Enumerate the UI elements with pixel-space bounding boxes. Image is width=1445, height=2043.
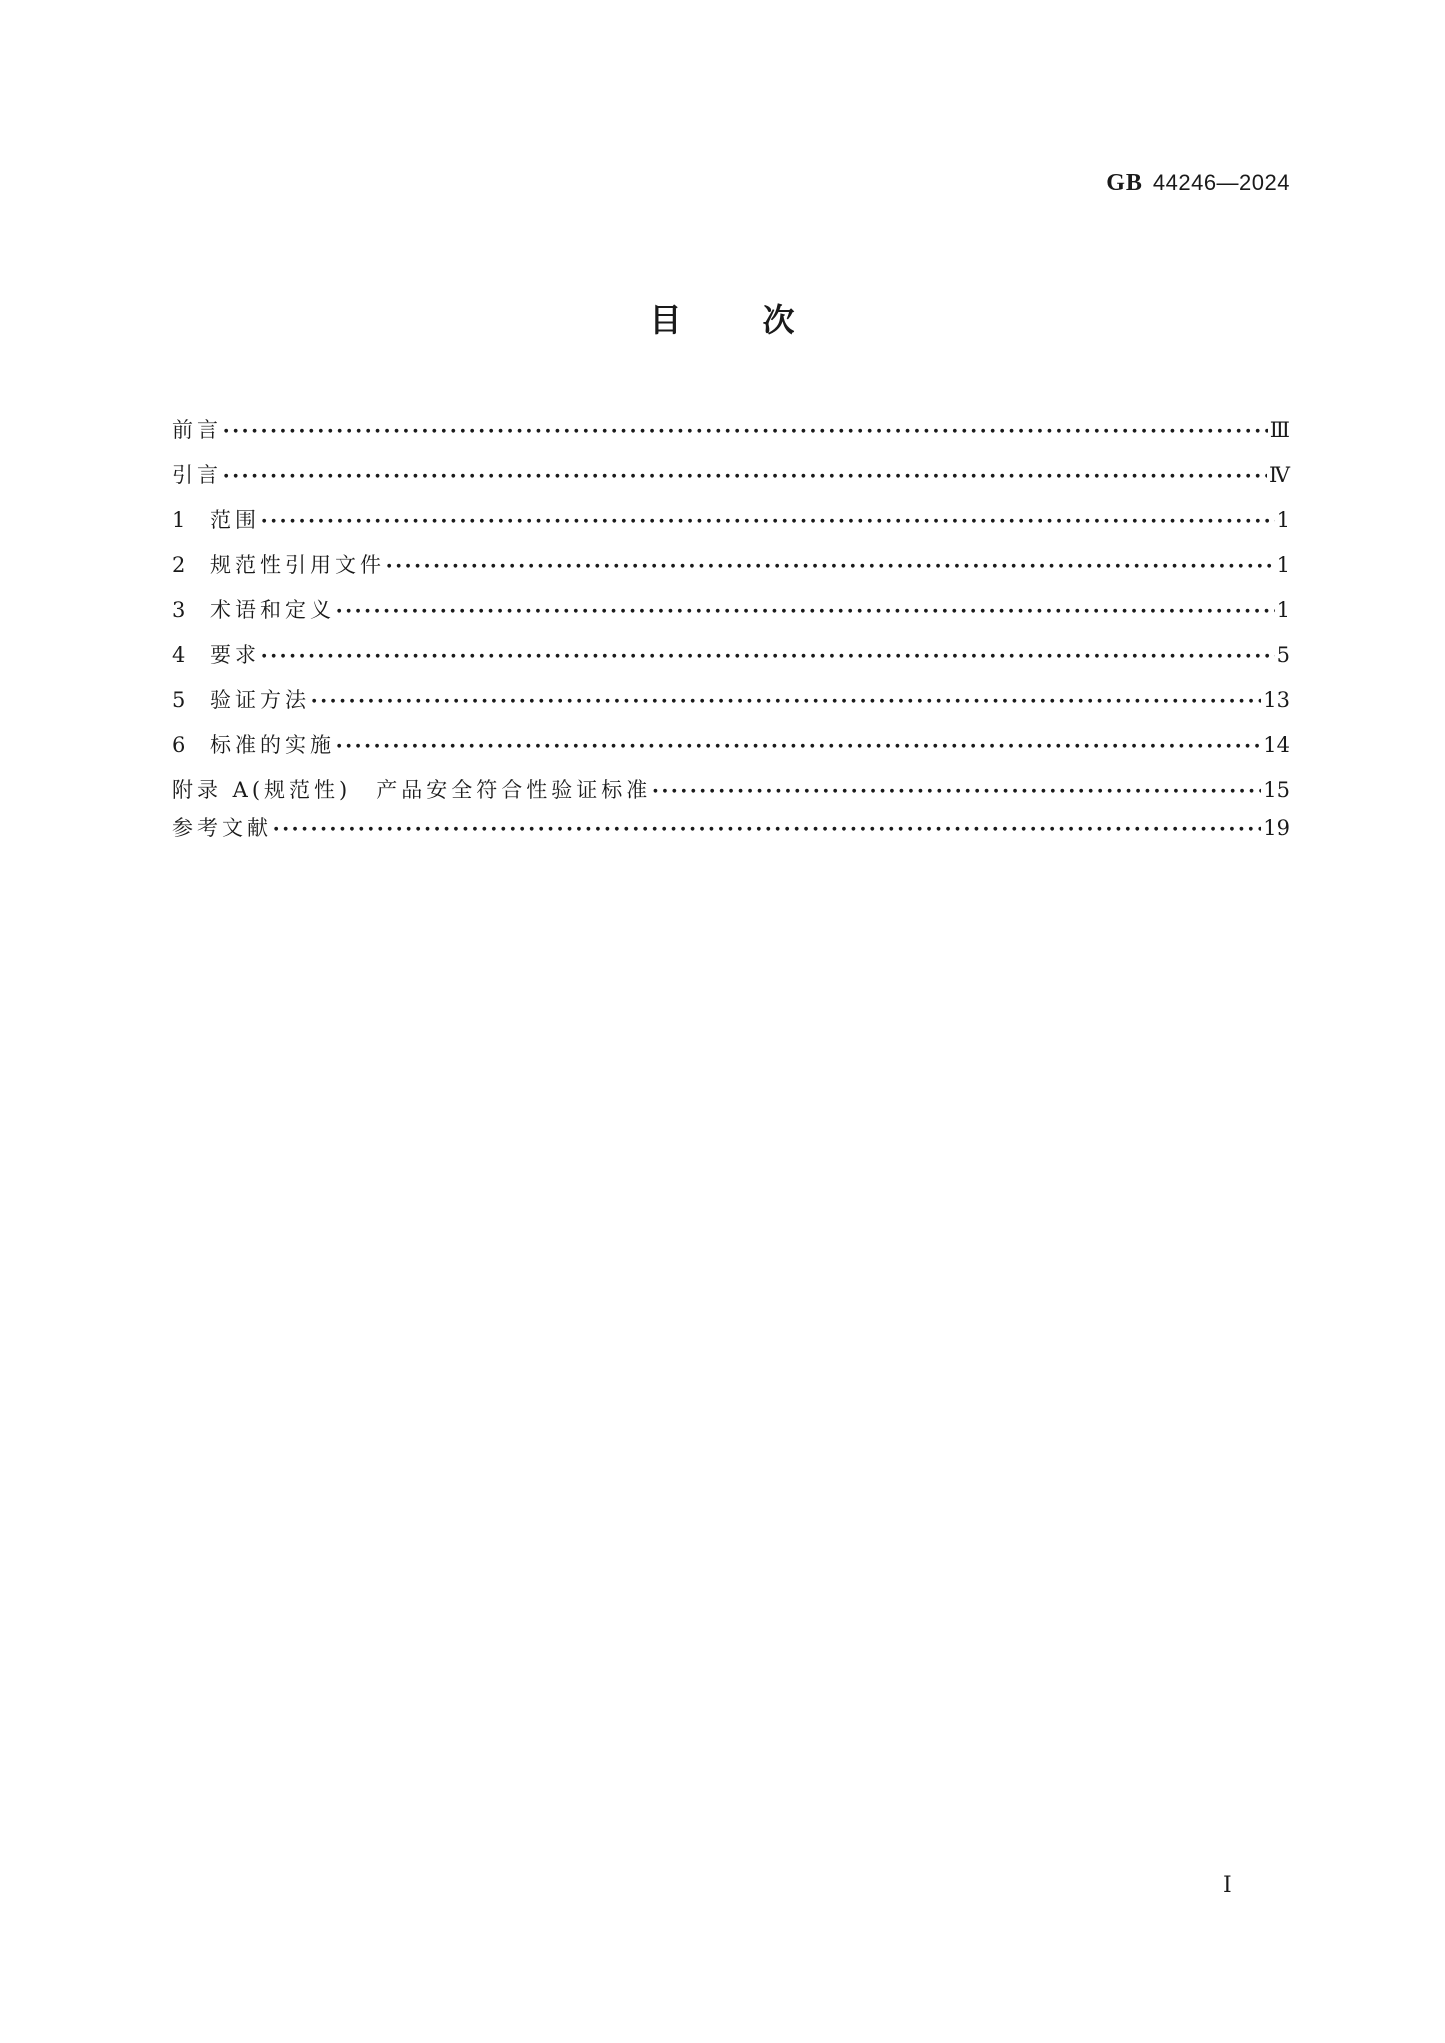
- toc-entry-page: 19: [1263, 816, 1290, 840]
- toc-entry-label: 验证方法: [210, 688, 310, 712]
- title-char-1: 目: [649, 301, 683, 339]
- toc-entry-page: Ⅳ: [1269, 463, 1290, 487]
- toc-entry-number: 1: [172, 508, 186, 532]
- toc-entry-implementation[interactable]: [172, 727, 1290, 772]
- toc-entry-page: 1: [1276, 508, 1290, 532]
- document-code: [1106, 170, 1290, 197]
- dot-leader: [337, 728, 1261, 764]
- toc-entry-terms-definitions[interactable]: [172, 592, 1290, 637]
- toc-entry-label: 术语和定义: [210, 598, 335, 622]
- dot-leader: [337, 593, 1275, 629]
- toc-entry-page: 15: [1263, 778, 1290, 802]
- dot-leader: [653, 773, 1261, 809]
- standard-prefix: GB: [1106, 170, 1143, 196]
- toc-entry-label: 引言: [172, 463, 222, 487]
- toc-entry-scope[interactable]: [172, 502, 1290, 547]
- toc-entry-normative-references[interactable]: [172, 547, 1290, 592]
- page-title: [0, 295, 1445, 341]
- dot-leader: [387, 548, 1275, 584]
- table-of-contents: [172, 412, 1290, 855]
- toc-entry-label: 范围: [210, 508, 260, 532]
- toc-entry-foreword[interactable]: [172, 412, 1290, 457]
- toc-entry-introduction[interactable]: [172, 457, 1290, 502]
- toc-entry-number: 6: [172, 733, 186, 757]
- toc-entry-page: 14: [1263, 733, 1290, 757]
- toc-entry-page: 1: [1276, 598, 1290, 622]
- toc-entry-page: 1: [1276, 553, 1290, 577]
- toc-entry-number: 4: [172, 643, 186, 667]
- toc-entry-label: 标准的实施: [210, 733, 335, 757]
- toc-entry-page: Ⅲ: [1269, 418, 1290, 442]
- toc-entry-label: 规范性引用文件: [210, 553, 385, 577]
- toc-entry-page: 5: [1276, 643, 1290, 667]
- dot-leader: [274, 811, 1261, 847]
- dot-leader: [224, 413, 1268, 449]
- standard-number: 44246—2024: [1152, 170, 1290, 195]
- toc-entry-annex-a[interactable]: [172, 772, 1290, 810]
- toc-entry-requirements[interactable]: [172, 637, 1290, 682]
- toc-entry-number: 5: [172, 688, 186, 712]
- toc-entry-number: 3: [172, 598, 186, 622]
- title-char-2: 次: [762, 301, 796, 339]
- dot-leader: [262, 638, 1275, 674]
- toc-entry-label: 参考文献: [172, 816, 272, 840]
- dot-leader: [312, 683, 1261, 719]
- dot-leader: [224, 458, 1267, 494]
- toc-entry-number: 2: [172, 553, 186, 577]
- toc-entry-page: 13: [1263, 688, 1290, 712]
- toc-entry-bibliography[interactable]: [172, 810, 1290, 855]
- toc-entry-verification-methods[interactable]: [172, 682, 1290, 727]
- toc-entry-label: 前言: [172, 418, 222, 442]
- toc-entry-label: 附录 A(规范性) 产品安全符合性验证标准: [172, 778, 652, 802]
- toc-entry-label: 要求: [210, 643, 260, 667]
- page-number: Ⅰ: [1223, 1872, 1232, 1897]
- dot-leader: [262, 503, 1275, 539]
